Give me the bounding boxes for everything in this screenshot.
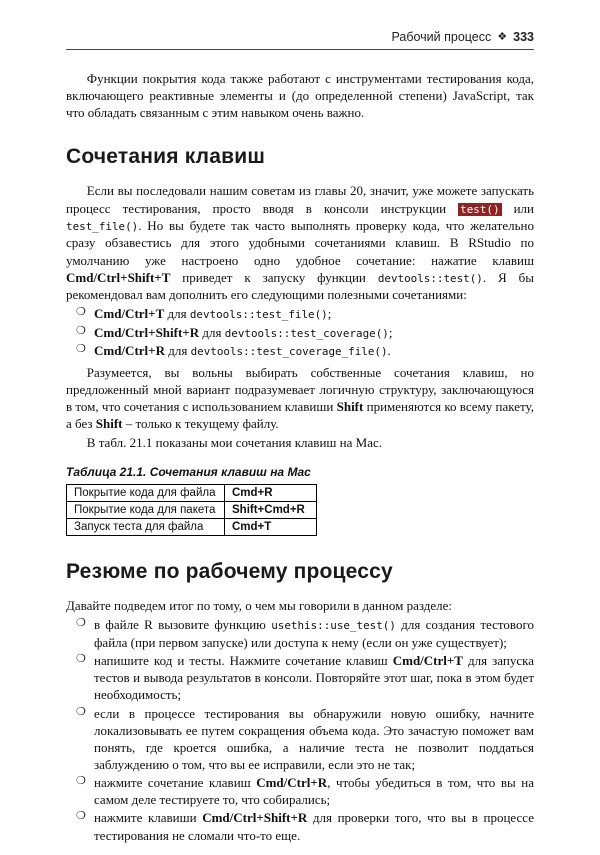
diamond-separator-icon: ❖ xyxy=(497,31,508,43)
table-cell-label: Покрытие кода для пакета xyxy=(67,502,225,519)
bullet-icon: ❍ xyxy=(76,343,86,356)
table-row xyxy=(67,502,317,519)
table-cell-label: Запуск теста для файла xyxy=(67,519,225,536)
shortcuts-paragraph-3: В табл. 21.1 показаны мои сочетания клавиш на Mac. xyxy=(86,435,382,451)
table-block xyxy=(66,465,534,536)
intro-paragraph: Функции покрытия кода также работают с инструментами тестирования кода, включающего реактивные элементы и (до определенной степени) JavaScript, так что обладать связанным с этим навыком очень важно. xyxy=(66,71,534,121)
list-item xyxy=(76,305,534,322)
list-item-text: Cmd/Ctrl+R для devtools::test_coverage_file(). xyxy=(94,343,391,359)
table-cell-value: Cmd+R xyxy=(225,485,317,502)
list-item xyxy=(76,616,534,651)
list-item xyxy=(76,774,534,808)
shortcut-list xyxy=(76,305,534,359)
table-row xyxy=(67,519,317,536)
table-caption: Таблица 21.1. Сочетания клавиш на Mac xyxy=(66,465,311,480)
list-item xyxy=(76,705,534,774)
running-title: Рабочий процесс xyxy=(391,30,492,44)
page-number: 333 xyxy=(513,30,534,44)
section-heading-summary: Резюме по рабочему процессу xyxy=(66,560,393,584)
bullet-icon: ❍ xyxy=(76,306,86,319)
list-item-text: нажмите сочетание клавиш Cmd/Ctrl+R, чтобы убедиться в том, что вы на самом деле тестируете то, что собирались; xyxy=(94,775,534,808)
list-item-text: Cmd/Ctrl+Shift+R для devtools::test_coverage(); xyxy=(94,324,393,340)
list-item-text: напишите код и тесты. Нажмите сочетание клавиш Cmd/Ctrl+T для запуска тестов и вывода результатов в консоли. Повторяйте этот шаг, пока в этом будет необходимость; xyxy=(94,653,534,703)
page-header xyxy=(66,30,534,50)
bullet-icon: ❍ xyxy=(76,324,86,337)
list-item-text: в файле R вызовите функцию usethis::use_test() для создания тестового файла (при первом запуске) или доступа к нему (если он уже существует); xyxy=(94,617,534,650)
table-row xyxy=(67,485,317,502)
list-item xyxy=(76,324,534,341)
bullet-icon: ❍ xyxy=(76,653,86,666)
summary-list xyxy=(76,616,534,843)
section-heading-shortcuts: Сочетания клавиш xyxy=(66,145,266,169)
summary-intro: Давайте подведем итог по тому, о чем мы говорили в данном разделе: xyxy=(66,598,452,614)
list-item xyxy=(76,342,534,359)
shortcuts-paragraph-1: Если вы последовали нашим советам из главы 20, значит, уже можете запускать процесс тестирования, просто вводя в консоли инструкции test() или test_file(). Но вы будете так часто выполнять проверку кода, что желательно сразу обзавестись для этого удобными сочетаниями клавиш. В RStudio по умолчанию уже настроено одно удобное сочетание: нажатие клавиш Cmd/Ctrl+Shift+T приведет к запуску функции devtools::test(). Я бы рекомендовал вам дополнить его следующими полезными сочетаниями: xyxy=(66,183,534,303)
list-item-text: нажмите клавиши Cmd/Ctrl+Shift+R для проверки того, что вы в процессе тестирования не сломали что-то еще. xyxy=(94,810,534,843)
bullet-icon: ❍ xyxy=(76,617,86,630)
table-cell-value: Shift+Cmd+R xyxy=(225,502,317,519)
bullet-icon: ❍ xyxy=(76,705,86,718)
bullet-icon: ❍ xyxy=(76,775,86,788)
list-item-text: Cmd/Ctrl+T для devtools::test_file(); xyxy=(94,306,332,322)
shortcuts-paragraph-2: Разумеется, вы вольны выбирать собственные сочетания клавиш, но предложенный мной вариант подразумевает логичную структуру, заключающуюся в том, что сочетания с использованием клавиши Shift применяются ко всему пакету, а без Shift – только к текущему файлу. xyxy=(66,364,534,431)
shortcut-table xyxy=(66,484,317,536)
table-cell-value: Cmd+T xyxy=(225,519,317,536)
list-item xyxy=(76,809,534,843)
list-item xyxy=(76,652,534,703)
table-cell-label: Покрытие кода для файла xyxy=(67,485,225,502)
list-item-text: если в процессе тестирования вы обнаружили новую ошибку, начните локализовывать ее путем сокращения объема кода. Это зачастую поможет вам понять, где кроется ошибка, а наличие теста не позволит поддаться заблуждению о том, что вы ее исправили, если это не так; xyxy=(94,705,534,772)
bullet-icon: ❍ xyxy=(76,810,86,823)
